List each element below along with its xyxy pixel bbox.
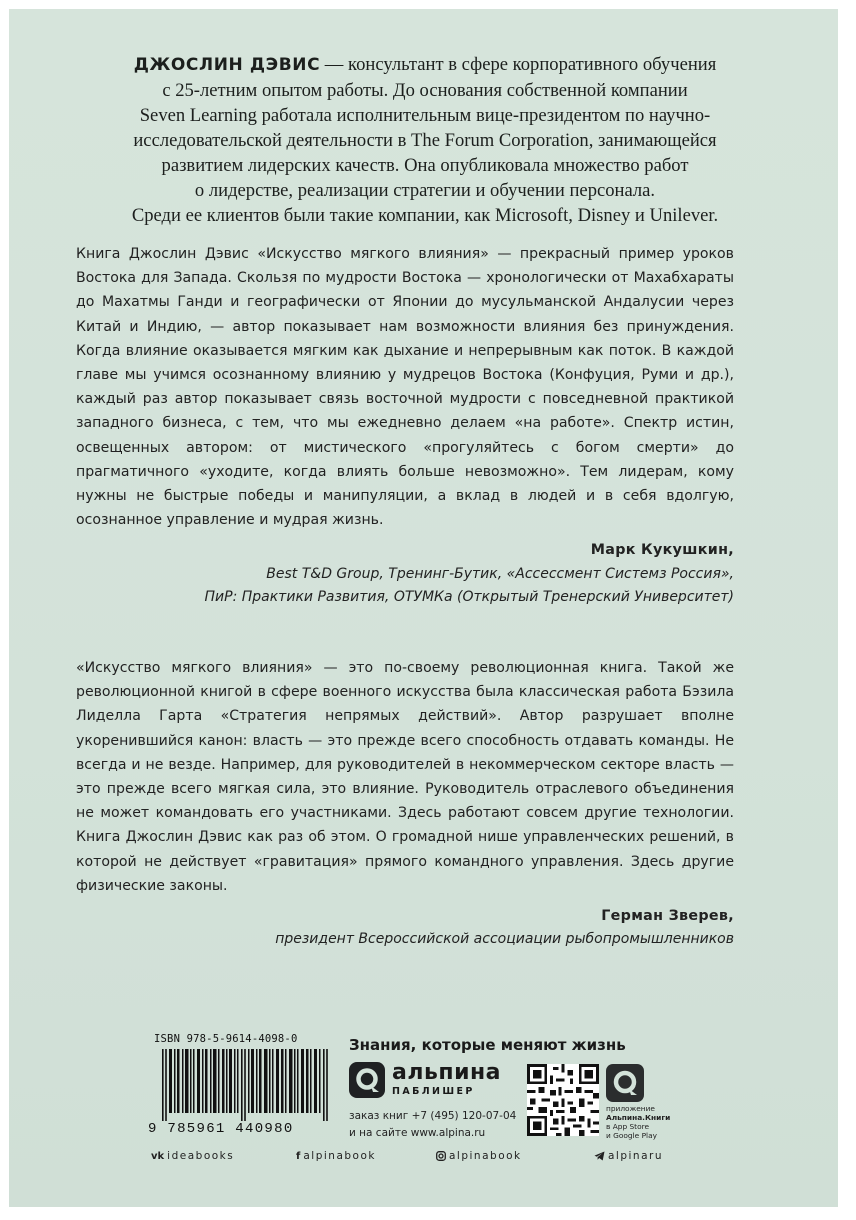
barcode-bars [162, 1049, 328, 1121]
qr-code [527, 1064, 599, 1136]
review-signature [76, 904, 734, 951]
publisher-slogan: Знания, которые меняют жизнь [349, 1036, 626, 1054]
author-name: ДЖОСЛИН ДЭВИС [133, 55, 321, 75]
order-info [349, 1108, 516, 1142]
publisher-subtitle: ПАБЛИШЕР [392, 1086, 475, 1097]
social-handle: alpinabook [449, 1150, 522, 1162]
review-zverev [76, 656, 734, 951]
reviewer-affiliation: ПиР: Практики Развития, ОТУМКа (Открытый Тренерский Университет) [204, 588, 734, 605]
reviewer-affiliation: президент Всероссийской ассоциации рыбопромышленников [275, 931, 734, 948]
review-text: «Искусство мягкого влияния» — это по-своему революционная книга. Такой же революционной книгой в сфере военного искусства была классическая работа Бэзила Лиделла Гарта «Стратегия непрямых действий». Автор разрушает вполне укоренившийся канон: власть — это прежде всего способность отдавать команды. Не всегда и не везде. Например, для руководителей в некоммерческом секторе власть — это прежде всего мягкая сила, это влияние. Руководитель отраслевого объединения не может командовать его участниками. Здесь работают совсем другие технологии. Книга Джослин Дэвис как раз об этом. О громадной нише управленческих решений, в которой не действует «гравитация» прямого командного управления. Здесь другие физические законы. [76, 660, 734, 894]
review-signature [76, 538, 734, 608]
social-handle: alpinabook [303, 1150, 376, 1162]
app-promo [606, 1104, 726, 1140]
social-facebook [296, 1150, 376, 1162]
author-bio-line: Среди ее клиентов были такие компании, как Microsoft, Disney и Unilever. [131, 205, 719, 226]
publisher-name: альпина [392, 1060, 502, 1085]
social-instagram [436, 1150, 522, 1162]
barcode-digits: 9 785961 440980 [148, 1121, 294, 1137]
vk-icon: vk [151, 1150, 165, 1162]
social-vk [151, 1150, 234, 1162]
author-bio-line: развитием лидерских качеств. Она опубликовала множество работ [161, 155, 689, 176]
facebook-icon: f [296, 1150, 301, 1162]
author-bio-line: с 25-летним опытом работы. До основания собственной компании [162, 80, 688, 101]
social-handle: ideabooks [167, 1150, 235, 1162]
isbn-number: ISBN 978-5-9614-4098-0 [154, 1033, 298, 1045]
telegram-icon [594, 1151, 605, 1161]
reviewer-name: Герман Зверев, [601, 908, 734, 925]
app-promo-line: в App Store [606, 1122, 650, 1131]
social-telegram [594, 1150, 663, 1162]
author-bio [60, 52, 790, 228]
order-phone: заказ книг +7 (495) 120-07-04 [349, 1110, 517, 1122]
author-bio-line: исследовательской деятельности в The Forum Corporation, занимающейся [133, 130, 717, 151]
app-logo-icon [606, 1064, 644, 1102]
reviewer-affiliation: Best T&D Group, Тренинг-Бутик, «Ассессмент Системз Россия», [266, 565, 734, 582]
alpina-logo-icon [349, 1062, 385, 1098]
reviewer-name: Марк Кукушкин, [590, 542, 734, 559]
review-kukushkin [76, 242, 734, 609]
app-promo-line: и Google Play [606, 1131, 657, 1140]
order-website: и на сайте www.alpina.ru [349, 1127, 486, 1139]
app-promo-name: Альпина.Книги [606, 1113, 671, 1122]
social-handle: alpinaru [608, 1150, 663, 1162]
author-bio-line: о лидерстве, реализации стратегии и обучении персонала. [194, 180, 656, 201]
author-bio-line: — консультант в сфере корпоративного обучения [320, 54, 717, 75]
instagram-icon [436, 1151, 446, 1161]
author-bio-line: Seven Learning работала исполнительным вице-президентом по научно- [139, 105, 711, 126]
app-promo-line: приложение [606, 1104, 655, 1113]
review-text: Книга Джослин Дэвис «Искусство мягкого влияния» — прекрасный пример уроков Востока для Запада. Скользя по мудрости Востока — хронологически от Махабхараты до Махатмы Ганди и географически от Японии до мусульманской Андалусии через Китай и Индию, — автор показывает нам возможности влияния без принуждения. Когда влияние оказывается мягким как дыхание и непрерывным как поток. В каждой главе мы учимся осознанному влиянию у мудрецов Востока (Конфуция, Руми и др.), каждый раз автор показывает связь восточной мудрости с повседневной практикой западного бизнеса, с тем, что мы ежедневно делаем «на работе». Спектр истин, освещенных автором: от мистического «прогуляйтесь с богом смерти» до прагматичного «уходите, когда влиять больше невозможно». Тем лидерам, кому нужны не быстрые победы и манипуляции, а вклад в людей и в себя вдолгую, осознанное управление и мудрая жизнь. [76, 246, 734, 529]
isbn-barcode [148, 1033, 330, 1141]
